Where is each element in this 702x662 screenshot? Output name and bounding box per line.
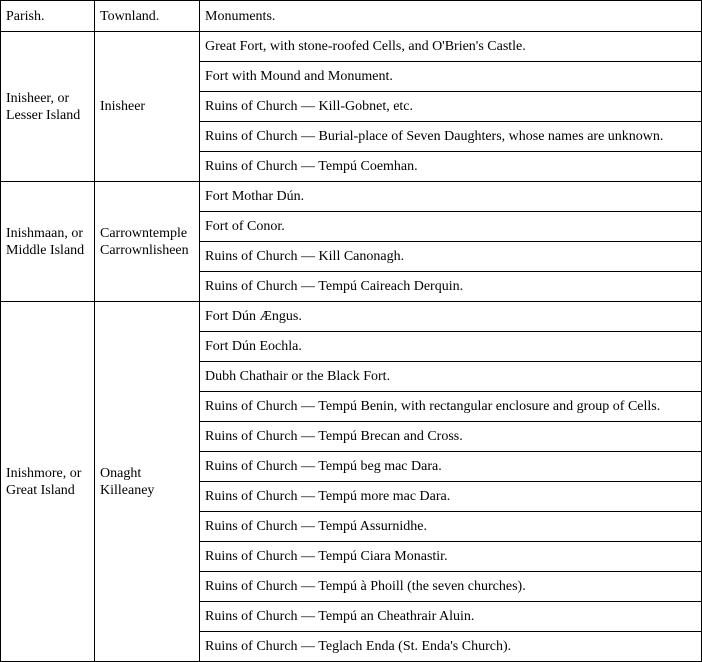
parish-line: Great Island xyxy=(6,482,75,498)
monument-cell: Ruins of Church — Teglach Enda (St. Enda's Church). xyxy=(200,632,702,662)
monument-cell: Ruins of Church — Kill-Gobnet, etc. xyxy=(200,92,702,122)
monument-cell: Ruins of Church — Burial-place of Seven Daughters, whose names are unknown. xyxy=(200,122,702,152)
table-row xyxy=(1,32,702,62)
header-townland: Townland. xyxy=(95,1,200,32)
header-row xyxy=(1,1,702,32)
monument-cell: Ruins of Church — Tempú beg mac Dara. xyxy=(200,452,702,482)
parish-line: Inisheer, or xyxy=(6,90,70,106)
monument-cell: Ruins of Church — Tempú Ciara Monastir. xyxy=(200,542,702,572)
monument-cell: Ruins of Church — Tempú an Cheathrair Aluin. xyxy=(200,602,702,632)
parish-cell xyxy=(1,32,95,182)
townland-cell xyxy=(95,32,200,182)
table-body xyxy=(1,32,702,662)
monument-cell: Great Fort, with stone-roofed Cells, and O'Brien's Castle. xyxy=(200,32,702,62)
townland-cell xyxy=(95,182,200,302)
header-parish: Parish. xyxy=(1,1,95,32)
parish-line: Inishmaan, or xyxy=(6,225,83,241)
table-row xyxy=(1,302,702,332)
monument-cell: Ruins of Church — Tempú Benin, with rectangular enclosure and group of Cells. xyxy=(200,392,702,422)
monument-cell: Ruins of Church — Tempú Assurnidhe. xyxy=(200,512,702,542)
monument-cell: Ruins of Church — Kill Canonagh. xyxy=(200,242,702,272)
monument-cell: Ruins of Church — Tempú more mac Dara. xyxy=(200,482,702,512)
monument-cell: Fort Dún Ængus. xyxy=(200,302,702,332)
monument-cell: Fort Mothar Dún. xyxy=(200,182,702,212)
parish-cell xyxy=(1,302,95,662)
townland-line: Carrownlisheen xyxy=(100,242,189,258)
townland-line: Carrowntemple xyxy=(100,225,188,241)
parish-cell xyxy=(1,182,95,302)
monument-cell: Ruins of Church — Tempú Coemhan. xyxy=(200,152,702,182)
parish-line: Middle Island xyxy=(6,242,85,258)
table-row xyxy=(1,182,702,212)
parish-line: Lesser Island xyxy=(6,107,81,123)
townland-line: Onaght xyxy=(100,465,142,481)
parish-line: Inishmore, or xyxy=(6,465,82,481)
townland-line: Killeaney xyxy=(100,482,155,498)
monument-cell: Dubh Chathair or the Black Fort. xyxy=(200,362,702,392)
townland-line: Inisheer xyxy=(100,99,146,114)
monument-cell: Ruins of Church — Tempú Caireach Derquin. xyxy=(200,272,702,302)
monument-cell: Fort of Conor. xyxy=(200,212,702,242)
townland-cell xyxy=(95,302,200,662)
monument-cell: Fort with Mound and Monument. xyxy=(200,62,702,92)
monument-cell: Ruins of Church — Tempú à Phoill (the seven churches). xyxy=(200,572,702,602)
monument-cell: Ruins of Church — Tempú Brecan and Cross. xyxy=(200,422,702,452)
header-monuments: Monuments. xyxy=(200,1,702,32)
monument-cell: Fort Dún Eochla. xyxy=(200,332,702,362)
